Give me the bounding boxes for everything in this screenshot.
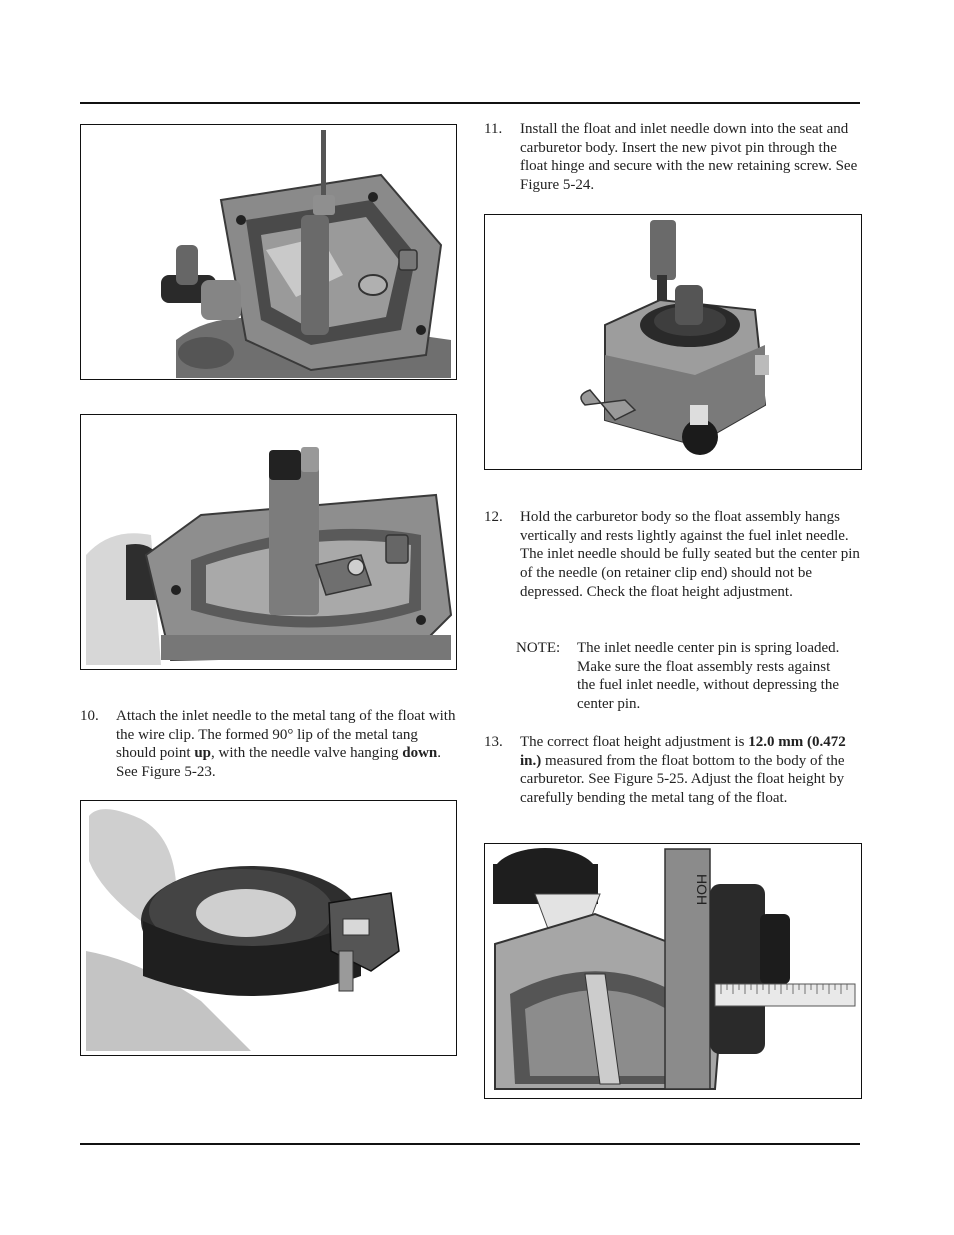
step-number: 10. (80, 708, 99, 724)
photo-float-inlet-needle (80, 800, 457, 1056)
photo-needle-seat-removal (80, 124, 457, 380)
note-label: NOTE: (516, 640, 561, 656)
note-text: The inlet needle center pin is spring loaded. Make sure the float assembly rests against the fuel inlet needle, without depressing the center pin. (577, 640, 840, 713)
step-number: 13. (484, 734, 503, 750)
photo-needle-seat-installed (80, 414, 457, 670)
emphasis-measurement: 12.0 mm (0.472 in.) (520, 734, 846, 769)
emphasis-up: up (194, 745, 212, 762)
step-13 (484, 733, 864, 833)
step-text: Install the float and inlet needle down into the seat and carburetor body. Insert the new pivot pin through the float hinge and secure with the new retaining screw. See Figure 5-24. (520, 121, 858, 194)
step-11 (484, 120, 864, 200)
step-text: The correct float height adjustment is 12.0 mm (0.472 in.) measured from the float bottom to the body of the carburetor. See Figure 5-25. Adjust the float height by carefully bending the metal tang of the float. (520, 734, 846, 807)
step-text: Attach the inlet needle to the metal tang of the float with the wire clip. The formed 90° lip of the metal tang should point up, with the needle valve hanging down. See Figure 5-23. (116, 708, 456, 781)
photo-float-height-measurement (484, 843, 862, 1099)
step-number: 11. (484, 121, 503, 137)
footer-rule (80, 1143, 860, 1145)
step-10 (80, 707, 460, 787)
emphasis-down: down (402, 745, 438, 762)
step-12 (484, 508, 864, 623)
step-text: Hold the carburetor body so the float assembly hangs vertically and rests lightly against the fuel inlet needle. The inlet needle should be fully seated but the center pin of the needle (on retainer clip end) should not be depressed. Check the float height adjustment. (520, 509, 860, 600)
note-block (516, 639, 856, 719)
header-rule (80, 102, 860, 104)
gauge-label: HOH (694, 874, 710, 906)
photo-pivot-pin-install (484, 214, 862, 470)
step-number: 12. (484, 509, 503, 525)
